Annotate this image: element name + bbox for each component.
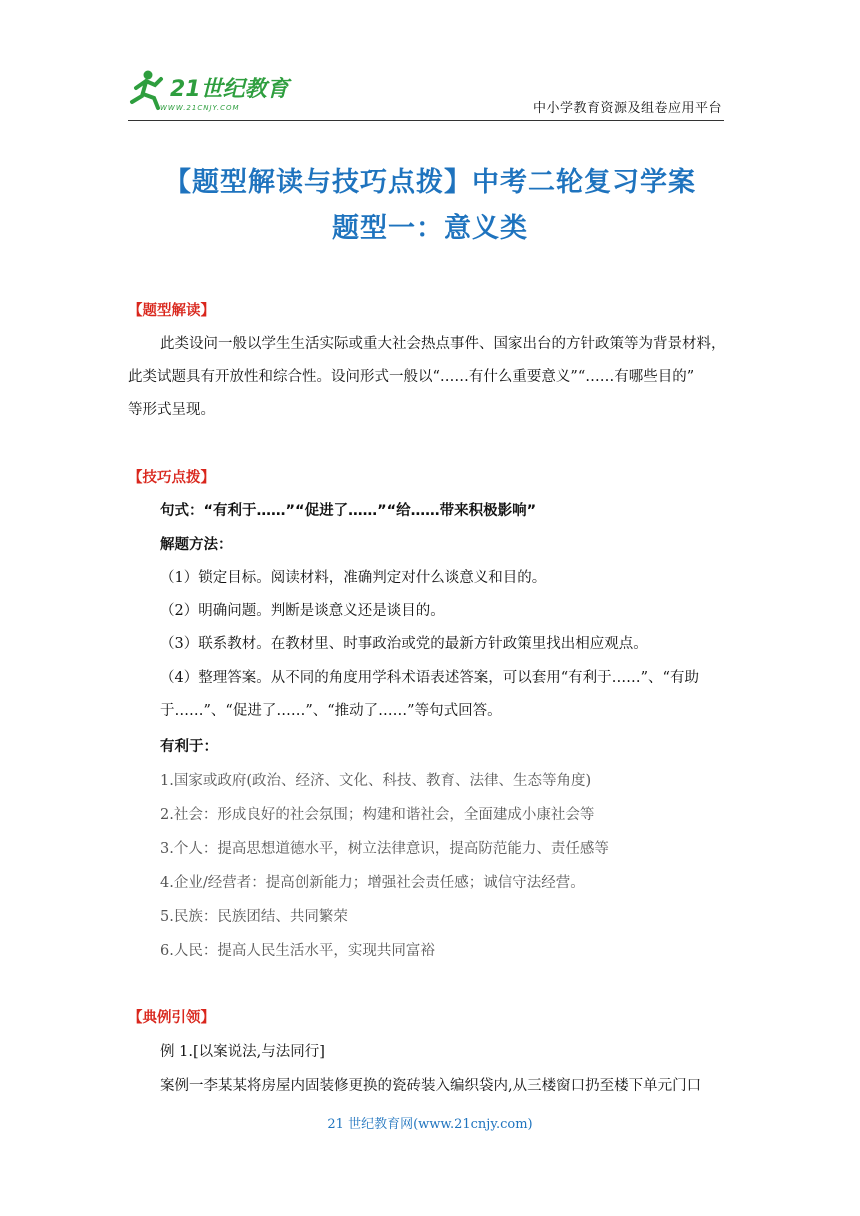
method-step: （1）锁定目标。阅读材料，准确判定对什么谈意义和目的。 xyxy=(160,570,547,586)
method-step: （3）联系教材。在教材里、时事政治或党的最新方针政策里找出相应观点。 xyxy=(160,636,648,652)
page-footer: 21 世纪教育网(www.21cnjy.com) xyxy=(327,1117,533,1132)
method-step: （2）明确问题。判断是谈意义还是谈目的。 xyxy=(160,603,445,619)
section-heading-interpretation: 【题型解读】 xyxy=(128,303,215,319)
method-step: （4）整理答案。从不同的角度用学科术语表述答案，可以套用“有利于……”、“有助 xyxy=(160,670,699,686)
example-text: 案例一李某某将房屋内固装修更换的瓷砖装入编织袋内,从三楼窗口扔至楼下单元门口 xyxy=(160,1078,702,1094)
page-title: 【题型解读与技巧点拨】中考二轮复习学案 xyxy=(164,167,696,198)
benefit-item: 6.人民：提高人民生活水平，实现共同富裕 xyxy=(160,943,435,959)
section-heading-example: 【典例引领】 xyxy=(128,1010,215,1026)
example-title: 例 1.[以案说法,与法同行] xyxy=(160,1044,325,1060)
paragraph-line: 等形式呈现。 xyxy=(128,402,215,418)
paragraph-line: 此类试题具有开放性和综合性。设问形式一般以“……有什么重要意义”“……有哪些目的” xyxy=(128,369,695,385)
benefit-heading: 有利于： xyxy=(160,739,218,755)
method-step-continued: 于……”、“促进了……”、“推动了……”等句式回答。 xyxy=(160,703,502,719)
svg-text:21世纪教育: 21世纪教育 xyxy=(170,77,289,102)
benefit-item: 5.民族：民族团结、共同繁荣 xyxy=(160,909,348,925)
page-subtitle: 题型一：意义类 xyxy=(332,213,528,244)
sentence-patterns: 句式：“有利于……”“促进了……”“给……带来积极影响” xyxy=(160,503,537,519)
benefit-item: 2.社会：形成良好的社会氛围；构建和谐社会，全面建成小康社会等 xyxy=(160,807,595,823)
benefit-item: 3.个人：提高思想道德水平，树立法律意识，提高防范能力、责任感等 xyxy=(160,841,609,857)
section-heading-tips: 【技巧点拨】 xyxy=(128,470,215,486)
paragraph-line: 此类设问一般以学生生活实际或重大社会热点事件、国家出台的方针政策等为背景材料， xyxy=(160,336,726,352)
benefit-item: 4.企业/经营者：提高创新能力；增强社会责任感；诚信守法经营。 xyxy=(160,875,585,891)
platform-name: 中小学教育资源及组卷应用平台 xyxy=(532,101,722,116)
svg-text:WWW.21CNJY.COM: WWW.21CNJY.COM xyxy=(160,104,240,112)
page-header xyxy=(128,66,724,121)
21cnjy-logo xyxy=(128,66,298,112)
benefit-item: 1.国家或政府(政治、经济、文化、科技、教育、法律、生态等角度) xyxy=(160,773,592,789)
method-heading: 解题方法： xyxy=(160,537,233,553)
